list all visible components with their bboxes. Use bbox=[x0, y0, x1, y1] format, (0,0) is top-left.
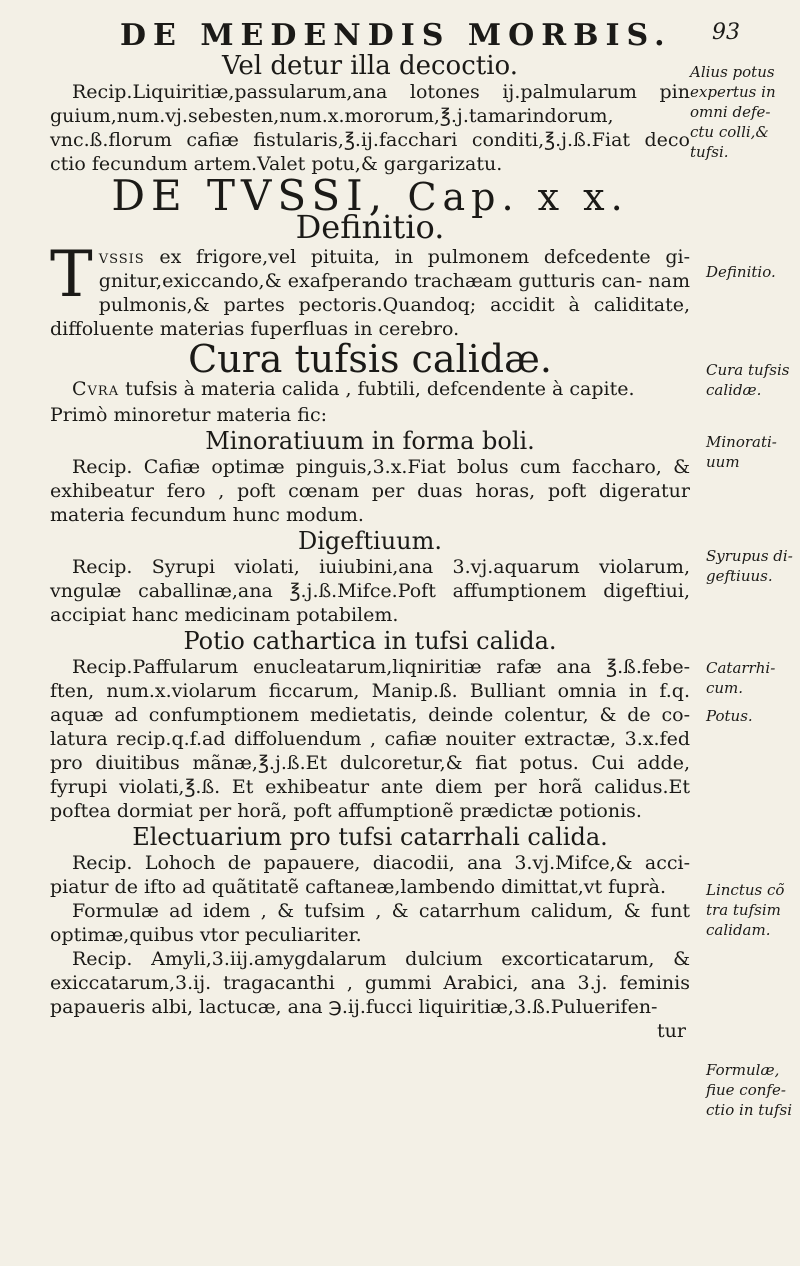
chapter-number: Cap. x x. bbox=[407, 175, 629, 219]
margin-note: Potus. bbox=[706, 707, 753, 725]
margin-note: Formulæ, fiue confe- ctio in tufsi bbox=[706, 1061, 792, 1119]
subheading-potio: Potio cathartica in tufsi calida. bbox=[183, 627, 557, 655]
chapter-title-text: DE TVSSI, bbox=[111, 171, 389, 220]
definitio-heading: Definitio. bbox=[295, 208, 445, 246]
drop-cap-initial: T bbox=[50, 238, 93, 312]
chapter-title bbox=[50, 171, 690, 220]
margin-note: Catarrhi- cum. bbox=[706, 659, 776, 697]
paragraph-recipe-syrupi: Recip. Syrupi violati, iuiubini,ana 3.vj.aquarum violarum, vngulæ caballinæ,ana ℥.j.ß.Mifce.Poft affumptionem digeftiui, accipiat hanc medicinam potabilem. bbox=[50, 556, 690, 626]
running-header: DE MEDENDIS MORBIS. bbox=[120, 18, 672, 53]
paragraph-recipe-lohoch: Recip. Lohoch de papauere, diacodii, ana 3.vj.Mifce,& acci- piatur de ifto ad quãtitatẽ caftaneæ,lambendo dimittat,vt fuprà. bbox=[50, 852, 690, 898]
page-number: 93 bbox=[712, 20, 740, 45]
lead-word: vssis bbox=[98, 246, 145, 268]
margin-note: Definitio. bbox=[706, 263, 776, 281]
paragraph-recipe-decoctio: Recip.Liquiritiæ,passularum,ana lotones ij.palmularum pin guium,num.vj.sebesten,num.x.mororum,℥.j.tamarindorum, vnc.ß.florum cafiæ fistularis,℥.ij.facchari conditi,℥.j.ß.Fiat deco ctio fecundum artem.Valet potu,& gargarizatu. bbox=[50, 81, 690, 175]
margin-note: Syrupus di- geftiuus. bbox=[706, 547, 793, 585]
subheading-minoratiuum: Minoratiuum in forma boli. bbox=[205, 427, 535, 455]
paragraph-cura bbox=[50, 377, 690, 401]
paragraph-recipe-potio: Recip.Paffularum enucleatarum,liqniritiæ rafæ ana ℥.ß.febe- ften, num.x.violarum ficcarum, Manip.ß. Bulliant omnia in f.q. aquæ ad confumptionem medietatis, deinde colentur, & de co- latura recip.q.f.ad diffoluendum , cafiæ nouiter extractæ, 3.x.fed pro diuitibus mãnæ,℥.j.ß.Et dulcoretur,& fiat potus. Cui adde, fyrupi violati,℥.ß. Et exhibeatur ante diem per horã calidus.Et poftea dormiat per horã, poft affumptionẽ prædictæ potionis. bbox=[50, 656, 690, 822]
paragraph-recipe-bolus: Recip. Cafiæ optimæ pinguis,3.x.Fiat bolus cum faccharo, & exhibeatur fero , poft cœnam per duas horas, poft digeratur materia fecundum hunc modum. bbox=[50, 456, 690, 526]
subheading-digestiuum: Digeftiuum. bbox=[298, 527, 442, 555]
subheading-decoctio: Vel detur illa decoctio. bbox=[221, 51, 519, 81]
margin-note: Cura tufsis calidæ. bbox=[706, 361, 790, 399]
definition-text: ex frigore,vel pituita, in pulmonem defcedente gi- gnitur,exiccando,& exafperando trachæam gutturis can- nam pulmonis,& partes pectoris.Quandoq; accidit à caliditate, diffoluente materias fuperfluas in cerebro. bbox=[50, 246, 690, 340]
page-body bbox=[50, 52, 690, 1043]
definition-paragraph bbox=[50, 238, 690, 341]
lead-word-cura: Cvra bbox=[72, 378, 120, 400]
paragraph-formulae: Formulæ ad idem , & tufsim , & catarrhum calidum, & funt optimæ,quibus vtor peculiariter. bbox=[50, 900, 690, 946]
paragraph-cura-text: tufsis à materia calida , fubtili, defcendente à capite. bbox=[119, 378, 635, 400]
margin-note: Minorati- uum bbox=[706, 433, 777, 471]
line-primo: Primò minoretur materia fic: bbox=[50, 404, 327, 426]
section-heading-cura: Cura tufsis calidæ. bbox=[188, 337, 552, 381]
subheading-electuarium: Electuarium pro tufsi catarrhali calida. bbox=[132, 823, 608, 851]
margin-note: Alius potus expertus in omni defe- ctu colli,& tufsi. bbox=[690, 63, 776, 161]
catchword: tur bbox=[657, 1020, 686, 1042]
margin-note: Linctus cõ tra tufsim calidam. bbox=[706, 881, 785, 939]
paragraph-recipe-amyli: Recip. Amyli,3.iij.amygdalarum dulcium excorticatarum, & exiccatarum,3.ij. tragacanthi , gummi Arabici, ana 3.j. feminis papaueris albi, lactucæ, ana ℈.ij.fucci liquiritiæ,3.ß.Puluerifen- bbox=[50, 948, 690, 1018]
